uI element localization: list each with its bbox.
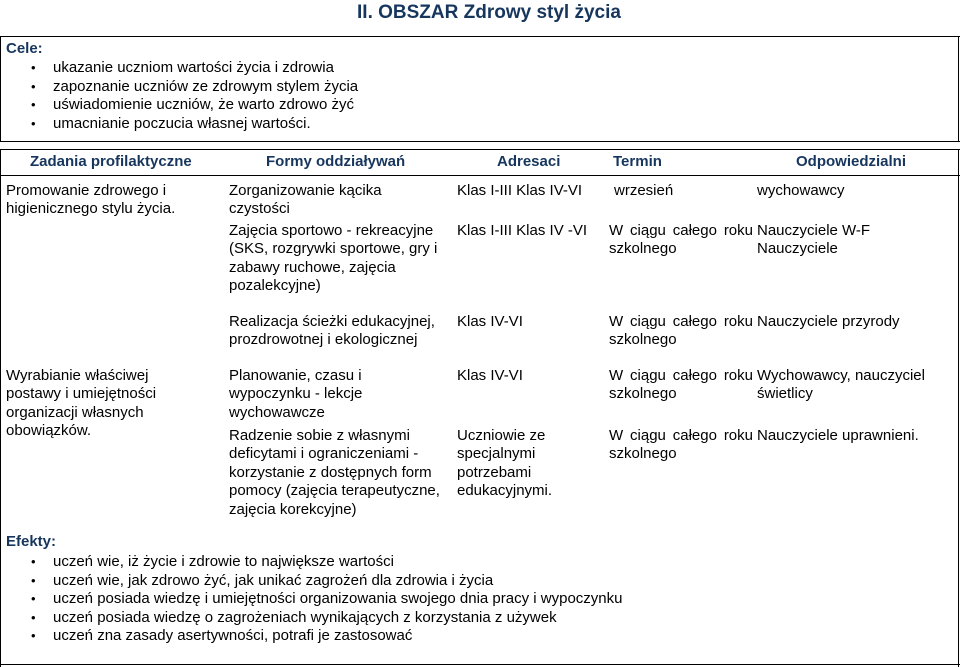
list-item: • ukazanie uczniom wartości życia i zdrowia [53,59,358,78]
header-right-border [958,149,959,176]
column-header-odpowiedzialni: Odpowiedzialni [796,153,907,170]
frame-left-border [0,176,1,667]
termin-cell: W ciągu całego roku szkolnego [609,222,753,258]
termin-cell: wrzesień [614,182,674,199]
odpowiedzialni-cell: wychowawcy [757,182,845,199]
list-item: • uczeń wie, iż życie i zdrowie to największe wartości [53,553,622,572]
cele-list [53,59,358,133]
header-top-border [0,149,960,150]
header-left-border [0,149,1,176]
cele-left-border [0,36,1,142]
adresaci-cell: Uczniowie ze specjalnymi potrzebami edukacyjnymi. [457,427,553,500]
adresaci-cell: Klas IV-VI [457,367,523,384]
cele-bottom-border [0,141,960,142]
list-item: • uczeń zna zasady asertywności, potrafi je zastosować [53,627,622,646]
list-item: • uczeń posiada wiedzę i umiejętności organizowania swojego dnia pracy i wypoczynku [53,590,622,609]
forma-cell: Planowanie, czasu i wypoczynku - lekcje wychowawcze [229,367,363,421]
forma-cell: Radzenie sobie z własnymi deficytami i ograniczeniami - korzystanie z dostępnych form pomocy (zajęcia terapeutyczne, zajęcia korekcyjne) [229,427,440,518]
odpowiedzialni-cell: Nauczyciele uprawnieni. [757,427,919,444]
list-item: • uczeń wie, jak zdrowo żyć, jak unikać zagrożeń dla zdrowia i życia [53,572,622,591]
adresaci-cell: Klas IV-VI [457,313,523,330]
zadanie-cell: Promowanie zdrowego i higienicznego stylu życia. [6,182,176,218]
forma-cell: Realizacja ścieżki edukacyjnej, prozdrowotnej i ekologicznej [229,313,435,349]
zadanie-cell: Wyrabianie właściwej postawy i umiejętności organizacji własnych obowiązków. [6,367,157,440]
termin-cell: W ciągu całego roku szkolnego [609,313,753,349]
column-header-adresaci: Adresaci [497,153,561,170]
forma-cell: Zorganizowanie kącika czystości [229,182,382,218]
cele-right-border [958,36,959,142]
list-item: • uświadomienie uczniów, że warto zdrowo żyć [53,96,358,115]
termin-cell: W ciągu całego roku szkolnego [609,427,753,463]
list-item: • zapoznanie uczniów ze zdrowym stylem życia [53,78,358,97]
cele-label: Cele: [6,40,43,57]
column-header-termin: Termin [613,153,662,170]
adresaci-cell: Klas I-III Klas IV-VI [457,182,583,199]
forma-cell: Zajęcia sportowo - rekreacyjne (SKS, rozgrywki sportowe, gry i zabawy ruchowe, zajęcia pozalekcyjne) [229,222,438,295]
adresaci-cell: Klas I-III Klas IV -VI [457,222,588,239]
section-title: II. OBSZAR Zdrowy styl życia [357,2,621,23]
list-item: • uczeń posiada wiedzę o zagrożeniach wynikających z korzystania z używek [53,609,622,628]
column-header-zadania: Zadania profilaktyczne [30,153,192,170]
odpowiedzialni-cell: Nauczyciele przyrody [757,313,900,330]
termin-cell: W ciągu całego roku szkolnego [609,367,753,403]
frame-right-border [958,176,959,667]
column-header-formy: Formy oddziaływań [266,153,406,170]
efekty-list [53,553,622,646]
list-item: • umacnianie poczucia własnej wartości. [53,115,358,134]
odpowiedzialni-cell: Nauczyciele W-F Nauczyciele [757,222,871,258]
cele-top-border [0,36,960,37]
header-bottom-border [0,175,960,176]
frame-bottom-border [0,664,960,665]
odpowiedzialni-cell: Wychowawcy, nauczyciel świetlicy [757,367,925,403]
efekty-label: Efekty: [6,533,57,550]
